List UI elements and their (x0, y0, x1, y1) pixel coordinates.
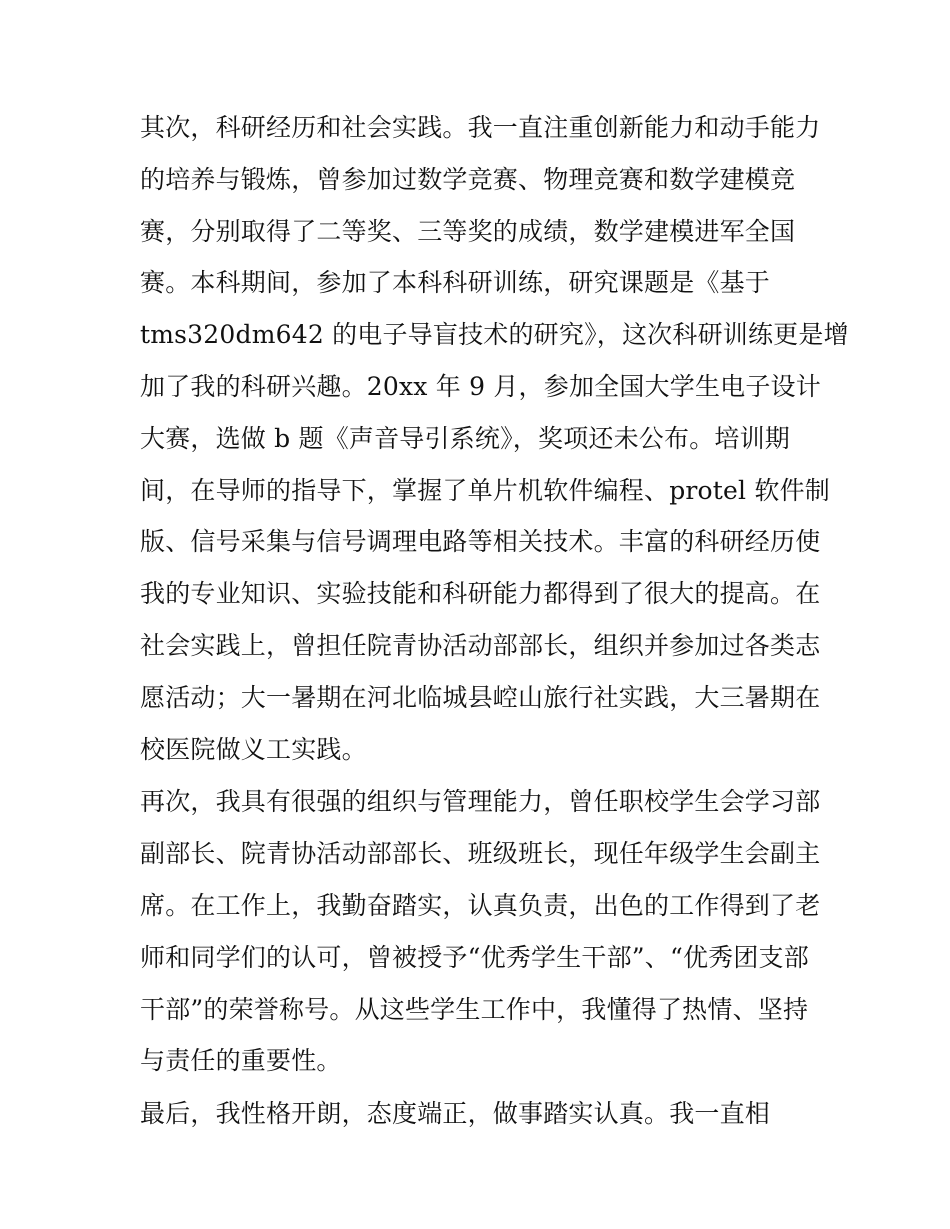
text-line: 副部长、院青协活动部部长、班级班长，现任年级学生会副主 (140, 839, 821, 869)
text-line: 加了我的科研兴趣。20xx 年 9 月，参加全国大学生电子设计 (140, 371, 821, 401)
text-line: 赛。本科期间，参加了本科科研训练，研究课题是《基于 (140, 268, 771, 298)
text-line: 校医院做义工实践。 (140, 734, 367, 764)
text-line: 版、信号采集与信号调理电路等相关技术。丰富的科研经历使 (140, 527, 821, 557)
text-line: 与责任的重要性。 (140, 1046, 342, 1076)
document-body (140, 102, 849, 1140)
text-line: 的培养与锻炼，曾参加过数学竞赛、物理竞赛和数学建模竞 (140, 164, 796, 194)
text-line: 师和同学们的认可，曾被授予“优秀学生干部”、“优秀团支部 (140, 942, 809, 972)
text-line: 席。在工作上，我勤奋踏实，认真负责，出色的工作得到了老 (140, 890, 821, 920)
text-line: 赛，分别取得了二等奖、三等奖的成绩，数学建模进军全国 (140, 216, 796, 246)
paragraph-organization-ability (140, 776, 820, 1087)
text-line: 愿活动；大一暑期在河北临城县崆山旅行社实践，大三暑期在 (140, 682, 821, 712)
paragraph-personality (140, 1088, 820, 1140)
text-line: 我的专业知识、实验技能和科研能力都得到了很大的提高。在 (140, 579, 821, 609)
text-line: 大赛，选做 b 题《声音导引系统》，奖项还未公布。培训期 (140, 423, 790, 453)
text-line: 其次，科研经历和社会实践。我一直注重创新能力和动手能力 (140, 113, 821, 142)
text-line: 间，在导师的指导下，掌握了单片机软件编程、protel 软件制 (140, 475, 830, 505)
text-line: 干部”的荣誉称号。从这些学生工作中，我懂得了热情、坚持 (140, 994, 809, 1024)
paragraph-research-experience (140, 102, 849, 775)
text-line: 再次，我具有很强的组织与管理能力，曾任职校学生会学习部 (140, 787, 821, 817)
text-line: 最后，我性格开朗，态度端正，做事踏实认真。我一直相 (140, 1099, 771, 1129)
text-line: 社会实践上，曾担任院青协活动部部长，组织并参加过各类志 (140, 630, 821, 660)
text-line: tms320dm642 的电子导盲技术的研究》，这次科研训练更是增 (140, 320, 849, 350)
